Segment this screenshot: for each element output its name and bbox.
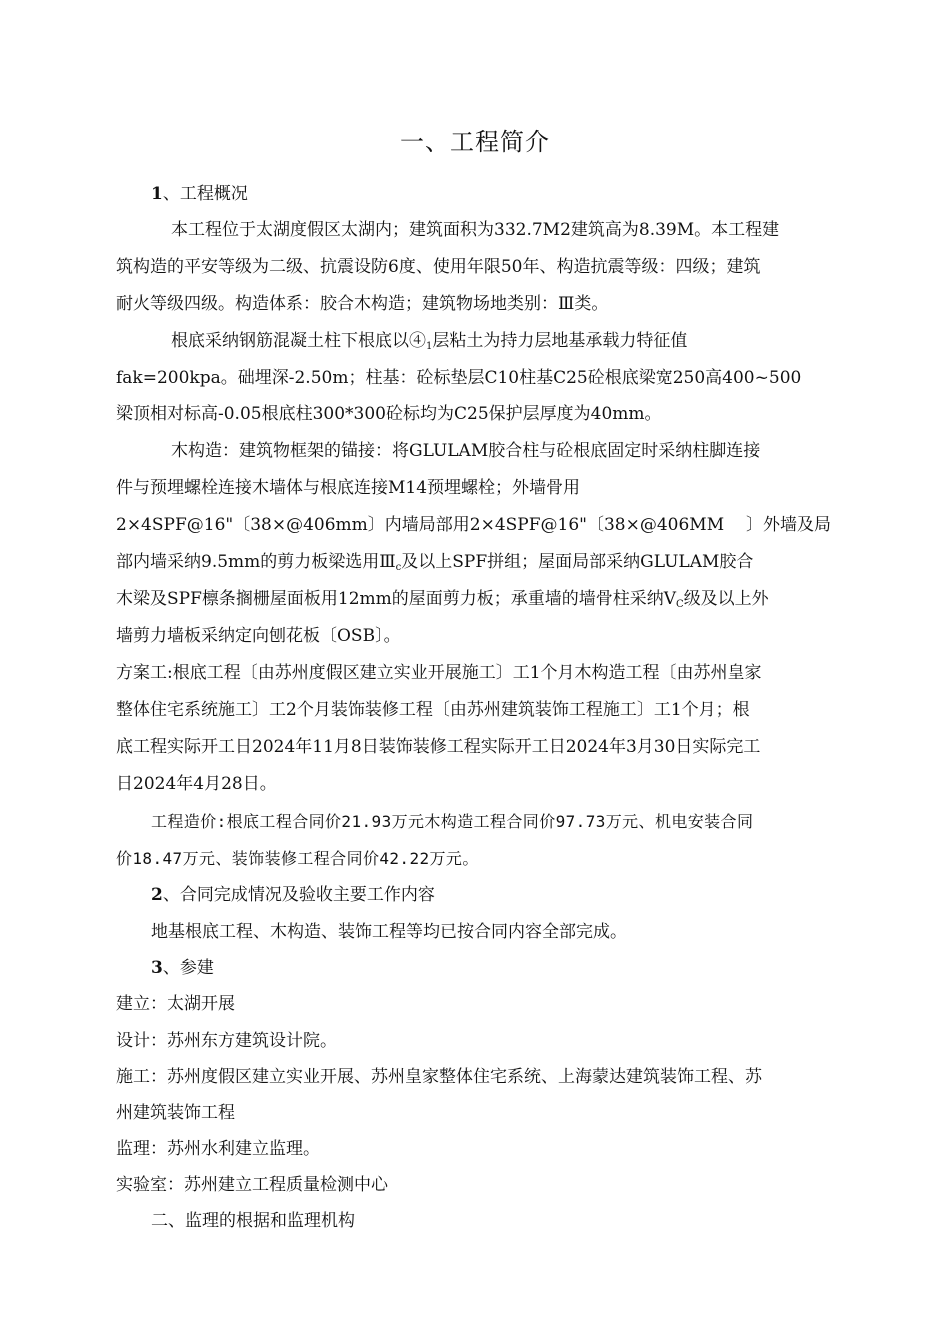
paragraph-foundation-line: fak=200kpa。础埋深-2.50m；柱基：砼标垫层C10柱基C25砼根底梁宽250高400~500 xyxy=(116,368,802,388)
paragraph-overview-line: 筑构造的平安等级为二级、抗震设防6度、使用年限50年、构造抗震等级：四级；建筑 xyxy=(116,257,761,277)
party-line: 施工：苏州度假区建立实业开展、苏州皇家整体住宅系统、上海蒙达建筑装饰工程、苏 xyxy=(116,1067,762,1087)
next-section-heading: 二、监理的根据和监理机构 xyxy=(151,1211,355,1231)
paragraph-timber-line: 墙剪力墙板采纳定向刨花板〔OSB〕。 xyxy=(116,626,401,646)
paragraph-timber-line: 木构造：建筑物框架的锚接：将GLULAM胶合柱与砼根底固定时采纳柱脚连接 xyxy=(171,441,761,461)
paragraph-overview-line: 耐火等级四级。构造体系：胶合木构造；建筑物场地类别：Ⅲ类。 xyxy=(116,294,609,314)
paragraph-timber-line: 木梁及SPF檩条搁栅屋面板用12mm的屋面剪力板；承重墙的墙骨柱采纳$V_C$级及以上外 xyxy=(116,589,769,610)
paragraph-foundation-line: 梁顶相对标高-0.05根底柱300*300砼标均为C25保护层厚度为40mm。 xyxy=(116,404,662,424)
party-line: 实验室：苏州建立工程质量检测中心 xyxy=(116,1175,388,1195)
section-heading-3: 3、参建 xyxy=(151,958,214,978)
paragraph-timber-line: 部内墙采纳9.5mm的剪力板梁选用$Ⅲ_c$及以上SPF拼组；屋面局部采纳GLULAM胶合 xyxy=(116,552,754,573)
party-line: 设计：苏州东方建筑设计院。 xyxy=(116,1031,337,1051)
party-line: 州建筑装饰工程 xyxy=(116,1103,235,1123)
paragraph-cost-line: 价18.47万元、装饰装修工程合同价42.22万元。 xyxy=(116,849,479,868)
paragraph-completion: 地基根底工程、木构造、装饰工程等均已按合同内容全部完成。 xyxy=(151,922,627,942)
party-line: 监理：苏州水利建立监理。 xyxy=(116,1139,320,1159)
paragraph-schedule-line: 底工程实际开工日2024年11月8日装饰装修工程实际开工日2024年3月30日实际完工 xyxy=(116,737,761,757)
paragraph-timber-line: 2×4SPF@16"〔38×@406mm〕内墙局部用2×4SPF@16"〔38×@406MM 〕外墙及局 xyxy=(116,515,831,535)
paragraph-overview-line: 本工程位于太湖度假区太湖内；建筑面积为332.7M2建筑高为8.39M。本工程建 xyxy=(171,220,780,240)
paragraph-foundation-line: 根底采纳钢筋混凝土柱下根底以$④_1$层粘土为持力层地基承载力特征值 xyxy=(171,331,688,352)
party-line: 建立：太湖开展 xyxy=(116,994,235,1014)
section-heading-1: 1、工程概况 xyxy=(151,184,248,204)
paragraph-cost-line: 工程造价:根底工程合同价21.93万元木构造工程合同价97.73万元、机电安装合同 xyxy=(151,812,754,831)
paragraph-schedule-line: 方案工:根底工程〔由苏州度假区建立实业开展施工〕工1个月木构造工程〔由苏州皇家 xyxy=(116,663,762,683)
paragraph-timber-line: 件与预埋螺栓连接木墙体与根底连接M14预埋螺栓；外墙骨用 xyxy=(116,478,581,498)
section-heading-2: 2、合同完成情况及验收主要工作内容 xyxy=(151,885,435,905)
paragraph-schedule-line: 日2024年4月28日。 xyxy=(116,774,277,794)
page-title: 一、工程简介 xyxy=(400,128,550,156)
paragraph-schedule-line: 整体住宅系统施工〕工2个月装饰装修工程〔由苏州建筑装饰工程施工〕工1个月；根 xyxy=(116,700,750,720)
